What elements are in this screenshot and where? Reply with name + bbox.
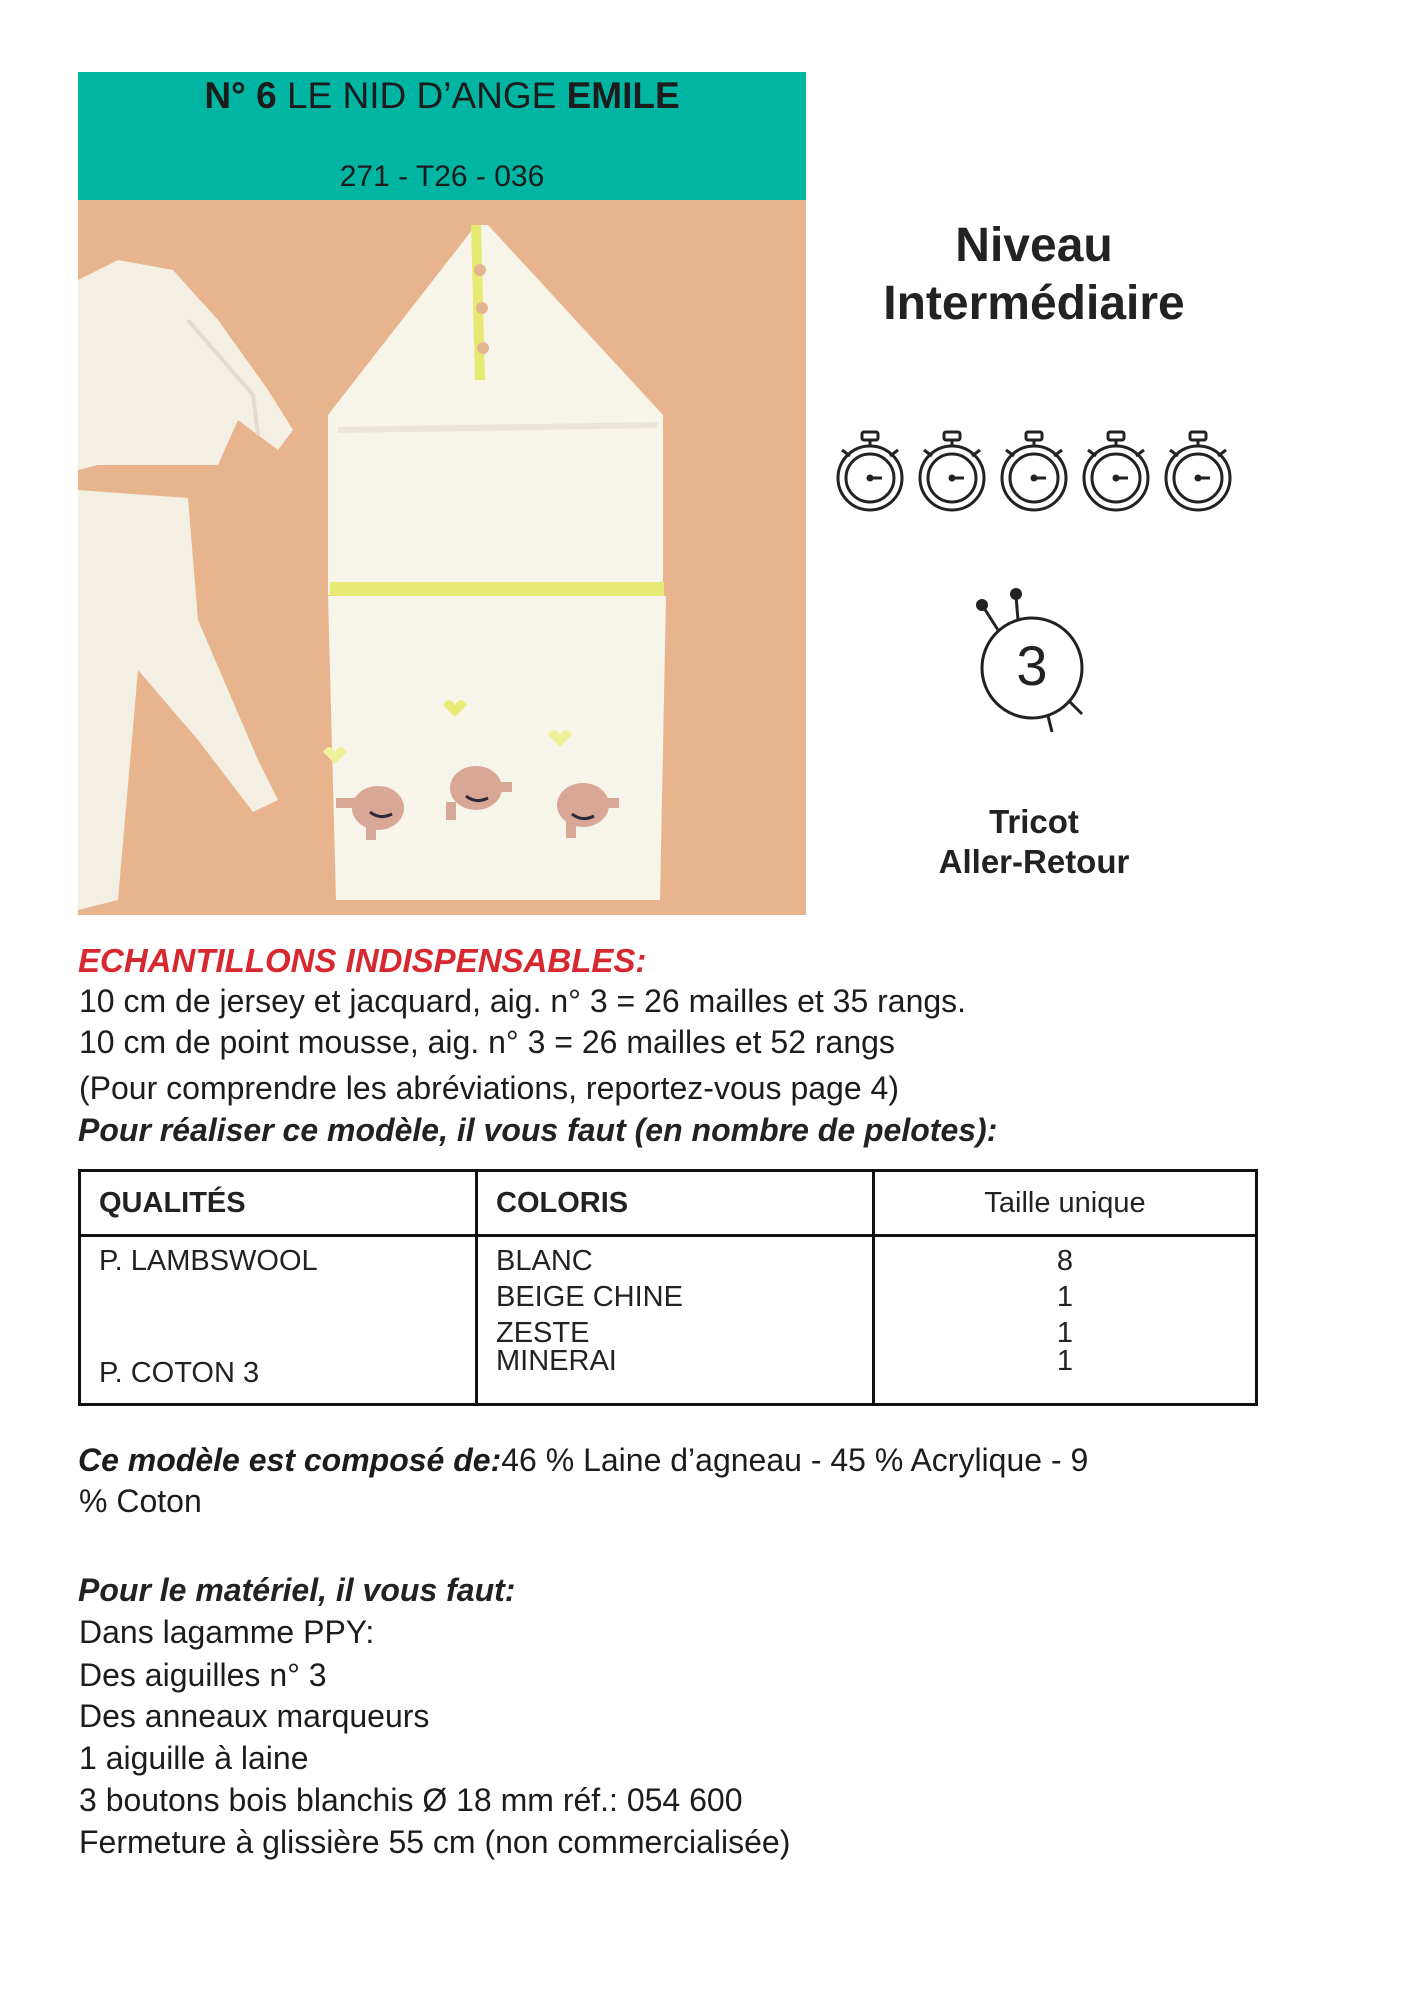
stopwatch-icon	[1084, 432, 1148, 510]
quantities-cell	[874, 1236, 1257, 1405]
materials-item: 3 boutons bois blanchis Ø 18 mm réf.: 054 600	[79, 1782, 743, 1818]
materials-heading: Pour le matériel, il vous faut:	[78, 1572, 516, 1608]
quality-item: P. LAMBSWOOL	[99, 1245, 318, 1277]
table-row	[80, 1236, 1257, 1405]
yarn-table	[78, 1169, 1258, 1406]
time-rating	[832, 428, 1242, 518]
composition-value: 46 % Laine d’agneau - 45 % Acrylique - 9	[501, 1442, 1089, 1478]
stopwatch-icon	[920, 432, 984, 510]
quantity-item: 8	[1056, 1245, 1074, 1277]
materials-item: Des anneaux marqueurs	[79, 1698, 430, 1734]
stopwatch-icon	[1002, 432, 1066, 510]
gauge-line: 10 cm de point mousse, aig. n° 3 = 26 mailles et 52 rangs	[79, 1024, 895, 1060]
gauge-line: (Pour comprendre les abréviations, reportez-vous page 4)	[79, 1070, 899, 1106]
quantity-item: 1	[1056, 1281, 1074, 1313]
materials-item: Dans lagamme PPY:	[79, 1614, 375, 1650]
column-header-qualities: QUALITÉS	[80, 1171, 477, 1236]
materials-item: Fermeture à glissière 55 cm (non commercialisée)	[79, 1824, 791, 1860]
color-item: BEIGE CHINE	[496, 1281, 683, 1313]
knitting-technique: Tricot Aller-Retour	[938, 803, 1130, 880]
gauge-line: 10 cm de jersey et jacquard, aig. n° 3 = 26 mailles et 35 rangs.	[79, 983, 967, 1019]
color-item: ZESTE	[496, 1317, 590, 1349]
stopwatch-icon	[1166, 432, 1230, 510]
stopwatch-icon	[838, 432, 902, 510]
color-item: MINERAI	[496, 1345, 617, 1377]
gauge-heading: ECHANTILLONS INDISPENSABLES:	[78, 942, 647, 979]
colors-cell	[477, 1236, 874, 1405]
needle-size-number: 3	[1016, 634, 1048, 697]
composition	[78, 1440, 1278, 1481]
quantity-item: 1	[1056, 1345, 1074, 1377]
needle-size-badge	[970, 588, 1100, 738]
materials-item: 1 aiguille à laine	[79, 1740, 309, 1776]
color-item: BLANC	[496, 1245, 593, 1277]
table-header-row	[80, 1171, 1257, 1236]
quantity-item: 1	[1056, 1317, 1074, 1349]
product-photo	[78, 200, 806, 915]
column-header-size: Taille unique	[874, 1171, 1257, 1236]
pattern-title: N° 6 LE NID D’ANGE EMILE	[204, 75, 680, 116]
pattern-reference: 271 - T26 - 036	[339, 160, 545, 193]
yarn-table-heading: Pour réaliser ce modèle, il vous faut (en nombre de pelotes):	[78, 1112, 998, 1148]
difficulty-level: Niveau Intermédiaire	[883, 219, 1185, 330]
qualities-cell	[80, 1236, 477, 1405]
quality-item: P. COTON 3	[99, 1357, 260, 1389]
materials-item: Des aiguilles n° 3	[79, 1657, 327, 1693]
column-header-colors: COLORIS	[477, 1171, 874, 1236]
composition-label: Ce modèle est composé de:	[78, 1442, 502, 1478]
title-banner	[78, 72, 806, 200]
composition-value-cont: % Coton	[79, 1483, 202, 1519]
